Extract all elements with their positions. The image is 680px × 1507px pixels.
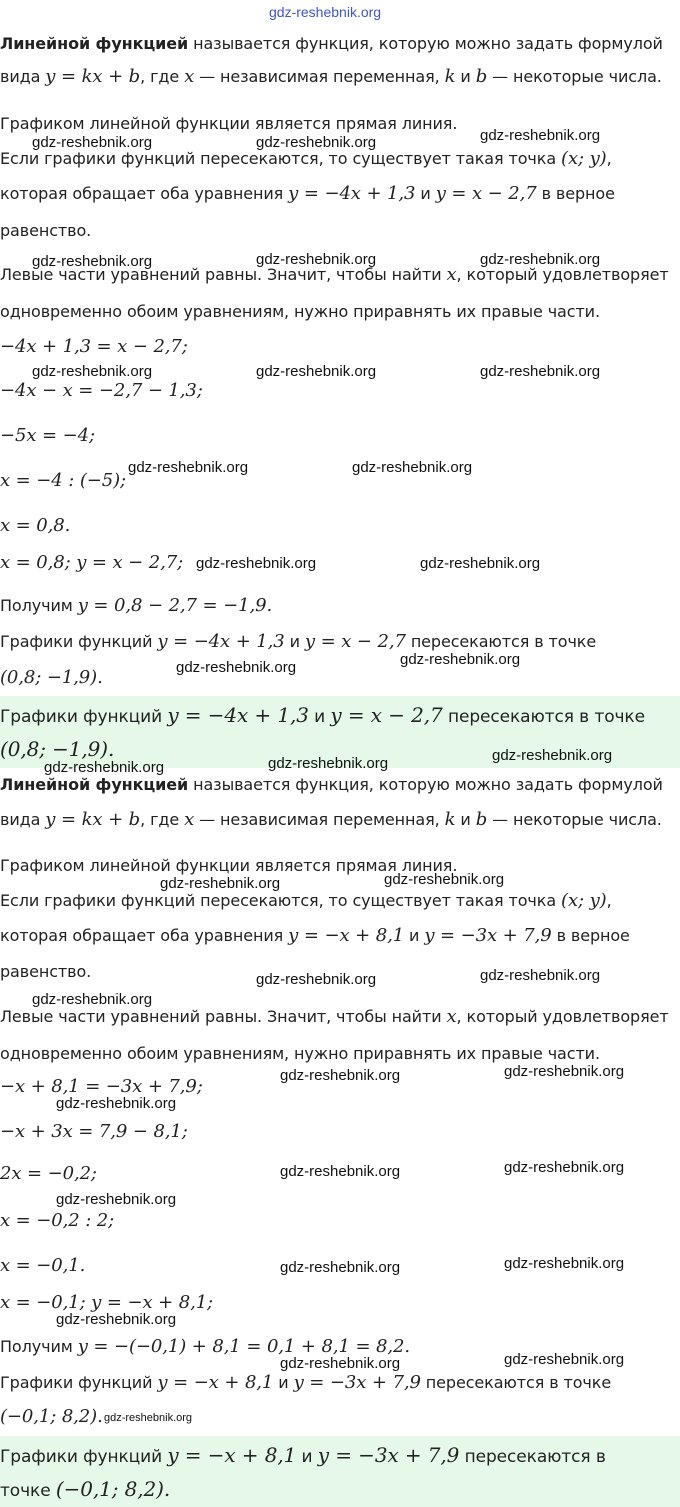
watermark: gdz-reshebnik.org [400,651,521,668]
watermark: gdz-reshebnik.org [280,1355,401,1372]
watermark: gdz-reshebnik.org [56,1311,177,1328]
p2-step-1: −x + 8,1 = −3x + 7,9; [0,1076,203,1097]
p1-graph-statement: Графиком линейной функции является прямая линия. [0,114,458,133]
p1-definition-line1: Линейной функцией называется функция, которую можно задать формулой [0,34,663,53]
p2-definition-term: Линейной функцией [0,775,189,794]
watermark: gdz-reshebnik.org [160,875,281,892]
p2-method-line1: Левые части уравнений равны. Значит, чтобы найти x, который удовлетворяет [0,1006,669,1027]
watermark: gdz-reshebnik.org [56,1191,177,1208]
watermark: gdz-reshebnik.org [32,363,153,380]
p1-result-y: Получим y = 0,8 − 2,7 = −1,9. [0,595,273,616]
watermark: gdz-reshebnik.org [492,747,613,764]
header-watermark: gdz-reshebnik.org [269,4,382,20]
p2-step-6: x = −0,1; y = −x + 8,1; [0,1292,214,1313]
p1-result-line1: Графики функций y = −4x + 1,3 и y = x − 2,7 пересекаются в точке [0,631,597,652]
watermark: gdz-reshebnik.org [280,1259,401,1276]
watermark: gdz-reshebnik.org [480,967,601,984]
p2-method-line2: одновременно обоим уравнениям, нужно приравнять их правые части. [0,1044,600,1063]
watermark: gdz-reshebnik.org [480,363,601,380]
watermark: gdz-reshebnik.org [280,1163,401,1180]
watermark: gdz-reshebnik.org [420,555,541,572]
watermark: gdz-reshebnik.org [196,555,317,572]
watermark: gdz-reshebnik.org [504,1255,625,1272]
p2-graph-statement: Графиком линейной функции является прямая линия. [0,856,458,875]
p1-intersection-line1: Если графики функций пересекаются, то существует такая точка (x; y), [0,148,612,169]
watermark: gdz-reshebnik.org [256,971,377,988]
watermark: gdz-reshebnik.org [504,1351,625,1368]
p2-result-y: Получим y = −(−0,1) + 8,1 = 0,1 + 8,1 = 8,2. [0,1336,410,1357]
p2-answer-line2: точке (−0,1; 8,2). [0,1477,171,1501]
p1-step-1: −4x + 1,3 = x − 2,7; [0,336,188,357]
watermark: gdz-reshebnik.org [32,134,153,151]
p2-result-point: (−0,1; 8,2). [0,1406,103,1427]
p1-equation-2: y = x − 2,7 [435,183,537,204]
p1-step-2: −4x − x = −2,7 − 1,3; [0,380,203,401]
p1-step-4: x = −4 : (−5); [0,470,126,491]
p1-definition-line2: вида y = kx + b, где x — независимая переменная, k и b — некоторые числа. [0,66,662,87]
watermark: gdz-reshebnik.org [44,759,165,776]
p2-step-5: x = −0,1. [0,1255,86,1276]
p1-result-point: (0,8; −1,9). [0,667,103,688]
watermark: gdz-reshebnik.org [268,755,389,772]
watermark: gdz-reshebnik.org [504,1159,625,1176]
watermark: gdz-reshebnik.org [32,991,153,1008]
p1-step-3: −5x = −4; [0,425,95,446]
p1-linear-formula: y = kx + b [45,66,141,87]
p1-method-line2: одновременно обоим уравнениям, нужно приравнять их правые части. [0,302,600,321]
watermark-small: gdz-reshebnik.org [104,1412,193,1424]
watermark: gdz-reshebnik.org [32,253,153,270]
watermark: gdz-reshebnik.org [256,251,377,268]
p1-step-6: x = 0,8; y = x − 2,7; [0,552,184,573]
watermark: gdz-reshebnik.org [280,1067,401,1084]
p1-method-line1: Левые части уравнений равны. Значит, чтобы найти x, который удовлетворяет [0,264,669,285]
p2-intersection-line1: Если графики функций пересекаются, то существует такая точка (x; y), [0,890,612,911]
p2-answer-box [0,1436,680,1507]
p1-equation-1: y = −4x + 1,3 [288,183,416,204]
p1-step-5: x = 0,8. [0,515,71,536]
p2-answer-line1: Графики функций y = −x + 8,1 и y = −3x + 7,9 пересекаются в [0,1443,606,1467]
p2-intersection-line2: которая обращает оба уравнения y = −x + 8,1 и y = −3x + 7,9 в верное [0,925,630,946]
p2-equality-word: равенство. [0,962,92,981]
p1-intersection-line2: которая обращает оба уравнения y = −4x + 1,3 и y = x − 2,7 в верное [0,183,615,204]
watermark: gdz-reshebnik.org [352,459,473,476]
p1-definition-term: Линейной функцией [0,34,189,53]
watermark: gdz-reshebnik.org [384,871,505,888]
watermark: gdz-reshebnik.org [256,363,377,380]
p2-definition-line1: Линейной функцией называется функция, которую можно задать формулой [0,775,663,794]
p2-equation-1: y = −x + 8,1 [288,925,405,946]
watermark: gdz-reshebnik.org [128,459,249,476]
p2-step-2: −x + 3x = 7,9 − 8,1; [0,1121,188,1142]
watermark: gdz-reshebnik.org [504,1063,625,1080]
watermark: gdz-reshebnik.org [256,134,377,151]
p2-linear-formula: y = kx + b [45,809,141,830]
p2-equation-2: y = −3x + 7,9 [424,925,552,946]
p1-answer-point: (0,8; −1,9). [0,737,115,761]
watermark: gdz-reshebnik.org [480,251,601,268]
watermark: gdz-reshebnik.org [480,127,601,144]
p2-result-line1: Графики функций y = −x + 8,1 и y = −3x + 7,9 пересекаются в точке [0,1372,612,1393]
p1-answer-line1: Графики функций y = −4x + 1,3 и y = x − 2,7 пересекаются в точке [0,703,645,727]
p1-equality-word: равенство. [0,221,92,240]
p2-definition-line2: вида y = kx + b, где x — независимая переменная, k и b — некоторые числа. [0,809,662,830]
p2-step-3: 2x = −0,2; [0,1163,97,1184]
p2-step-4: x = −0,2 : 2; [0,1210,115,1231]
watermark: gdz-reshebnik.org [176,659,297,676]
watermark: gdz-reshebnik.org [56,1095,177,1112]
